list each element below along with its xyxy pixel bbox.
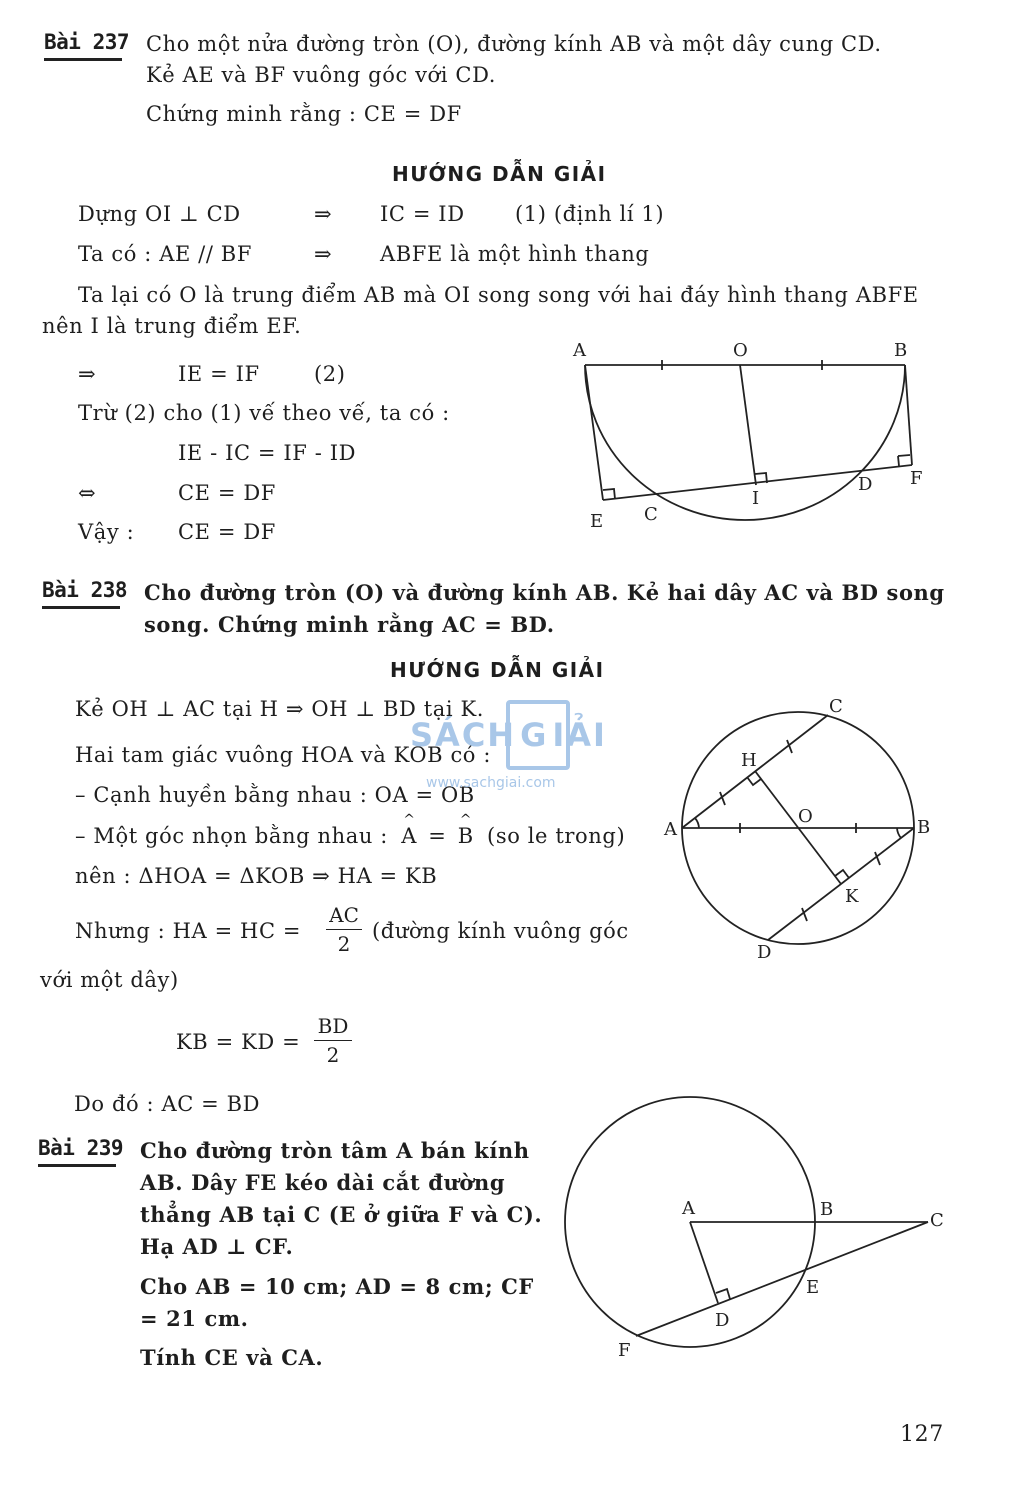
label-d: D [715, 1310, 730, 1331]
exercise-239-line-5: Cho AB = 10 cm; AD = 8 cm; CF [140, 1274, 534, 1299]
step-237-difference: IE - IC = IF - ID [178, 441, 357, 465]
step-237-1-right: IC = ID [380, 202, 465, 226]
step-237-ie-if: IE = IF [178, 362, 260, 386]
exercise-238-line-2: song. Chứng minh rằng AC = BD. [144, 612, 555, 637]
equals-sign: = [428, 824, 447, 848]
exercise-239-line-7: Tính CE và CA. [140, 1345, 324, 1370]
step-237-paragraph-2: nên I là trung điểm EF. [42, 314, 302, 338]
label-e: E [590, 511, 604, 532]
step-237-subtract: Trừ (2) cho (1) vế theo vế, ta có : [78, 401, 450, 425]
exercise-239-label: Bài 239 [38, 1136, 124, 1160]
label-b: B [894, 340, 908, 361]
right-angle-d [716, 1289, 730, 1299]
label-a: A [664, 819, 677, 840]
step-238-3: – Cạnh huyền bằng nhau : OA = OB [75, 783, 475, 807]
label-b: B [917, 817, 931, 838]
label-f: F [910, 468, 923, 489]
exercise-237-line-2: Kẻ AE và BF vuông góc với CD. [146, 63, 497, 87]
exercise-239-line-2: AB. Dây FE kéo dài cắt đường [140, 1170, 506, 1195]
implies-symbol: ⇒ [314, 242, 333, 266]
step-238-7: với một dây) [40, 968, 179, 992]
label-d: D [757, 942, 772, 963]
line-cf [636, 1222, 928, 1336]
label-h: H [741, 750, 757, 771]
conclusion-238: Do đó : AC = BD [74, 1092, 261, 1116]
step-238-8: KB = KD = [176, 1030, 301, 1054]
step-237-2-right: ABFE là một hình thang [380, 242, 650, 266]
watermark-url: www.sachgiai.com [426, 775, 556, 791]
exercise-239-line-6: = 21 cm. [140, 1306, 249, 1331]
label-c: C [930, 1210, 944, 1231]
exercise-239-line-4: Hạ AD ⊥ CF. [140, 1234, 294, 1259]
step-237-1-left: Dựng OI ⊥ CD [78, 202, 241, 226]
step-238-4-note: (so le trong) [487, 824, 626, 848]
step-238-2: Hai tam giác vuông HOA và KOB có : [75, 743, 491, 767]
label-f: F [618, 1340, 631, 1361]
watermark-brand-right: IẢI [552, 716, 607, 754]
step-237-1-note: (1) (định lí 1) [515, 202, 665, 226]
fraction-numerator: AC [329, 903, 359, 927]
implies-symbol: ⇒ [314, 202, 333, 226]
page-number: 127 [900, 1422, 944, 1447]
exercise-239-line-3: thẳng AB tại C (E ở giữa F và C). [140, 1202, 543, 1227]
exercise-239-line-1: Cho đường tròn tâm A bán kính [140, 1138, 530, 1163]
exercise-237-line-3: Chứng minh rằng : CE = DF [146, 102, 462, 126]
label-a: A [682, 1198, 695, 1219]
step-237-2-left: Ta có : AE // BF [78, 242, 253, 266]
label-i: I [752, 488, 760, 509]
label-o: O [798, 806, 813, 827]
solution-heading-237: HƯỚNG DẪN GIẢI [392, 162, 607, 186]
fraction-denominator: 2 [337, 932, 351, 956]
label-a: A [573, 340, 586, 361]
step-237-ce-df: CE = DF [178, 481, 276, 505]
solution-heading-238: HƯỚNG DẪN GIẢI [390, 658, 605, 682]
step-237-paragraph-1: Ta lại có O là trung điểm AB mà OI song song với hai đáy hình thang ABFE [78, 283, 919, 307]
step-237-eq-2: (2) [314, 362, 346, 386]
segment-ad [690, 1222, 718, 1303]
watermark-brand-left: SÁCH [410, 716, 517, 754]
angle-b: ^ B [458, 824, 474, 848]
exercise-238-label: Bài 238 [42, 578, 128, 602]
label-o: O [733, 340, 748, 361]
angle-a: ^ A [401, 824, 417, 848]
implies-symbol: ⇒ [78, 362, 97, 386]
conclusion-label: Vậy : [78, 520, 135, 544]
label-c: C [644, 504, 658, 525]
equivalent-symbol: ⇔ [78, 481, 97, 505]
label-c: C [829, 696, 843, 717]
exercise-237-label: Bài 237 [44, 30, 130, 54]
label-b: B [820, 1199, 834, 1220]
step-238-6-note: (đường kính vuông góc [372, 919, 629, 943]
watermark-brand-g: G [520, 716, 549, 754]
exercise-238-line-1: Cho đường tròn (O) và đường kính AB. Kẻ hai dây AC và BD song [144, 580, 945, 605]
label-e: E [806, 1277, 820, 1298]
step-238-5: nên : ΔHOA = ΔKOB ⇒ HA = KB [75, 864, 438, 888]
fraction-denominator: 2 [326, 1043, 340, 1067]
label-k: K [845, 886, 859, 907]
step-238-1: Kẻ OH ⊥ AC tại H ⇒ OH ⊥ BD tại K. [75, 697, 485, 721]
exercise-237-line-1: Cho một nửa đường tròn (O), đường kính AB và một dây cung CD. [146, 32, 882, 56]
step-238-4-text: – Một góc nhọn bằng nhau : [75, 824, 388, 848]
step-238-6: Nhưng : HA = HC = [75, 919, 302, 943]
conclusion-237: CE = DF [178, 520, 276, 544]
fraction-numerator: BD [317, 1014, 349, 1038]
label-d: D [858, 474, 873, 495]
